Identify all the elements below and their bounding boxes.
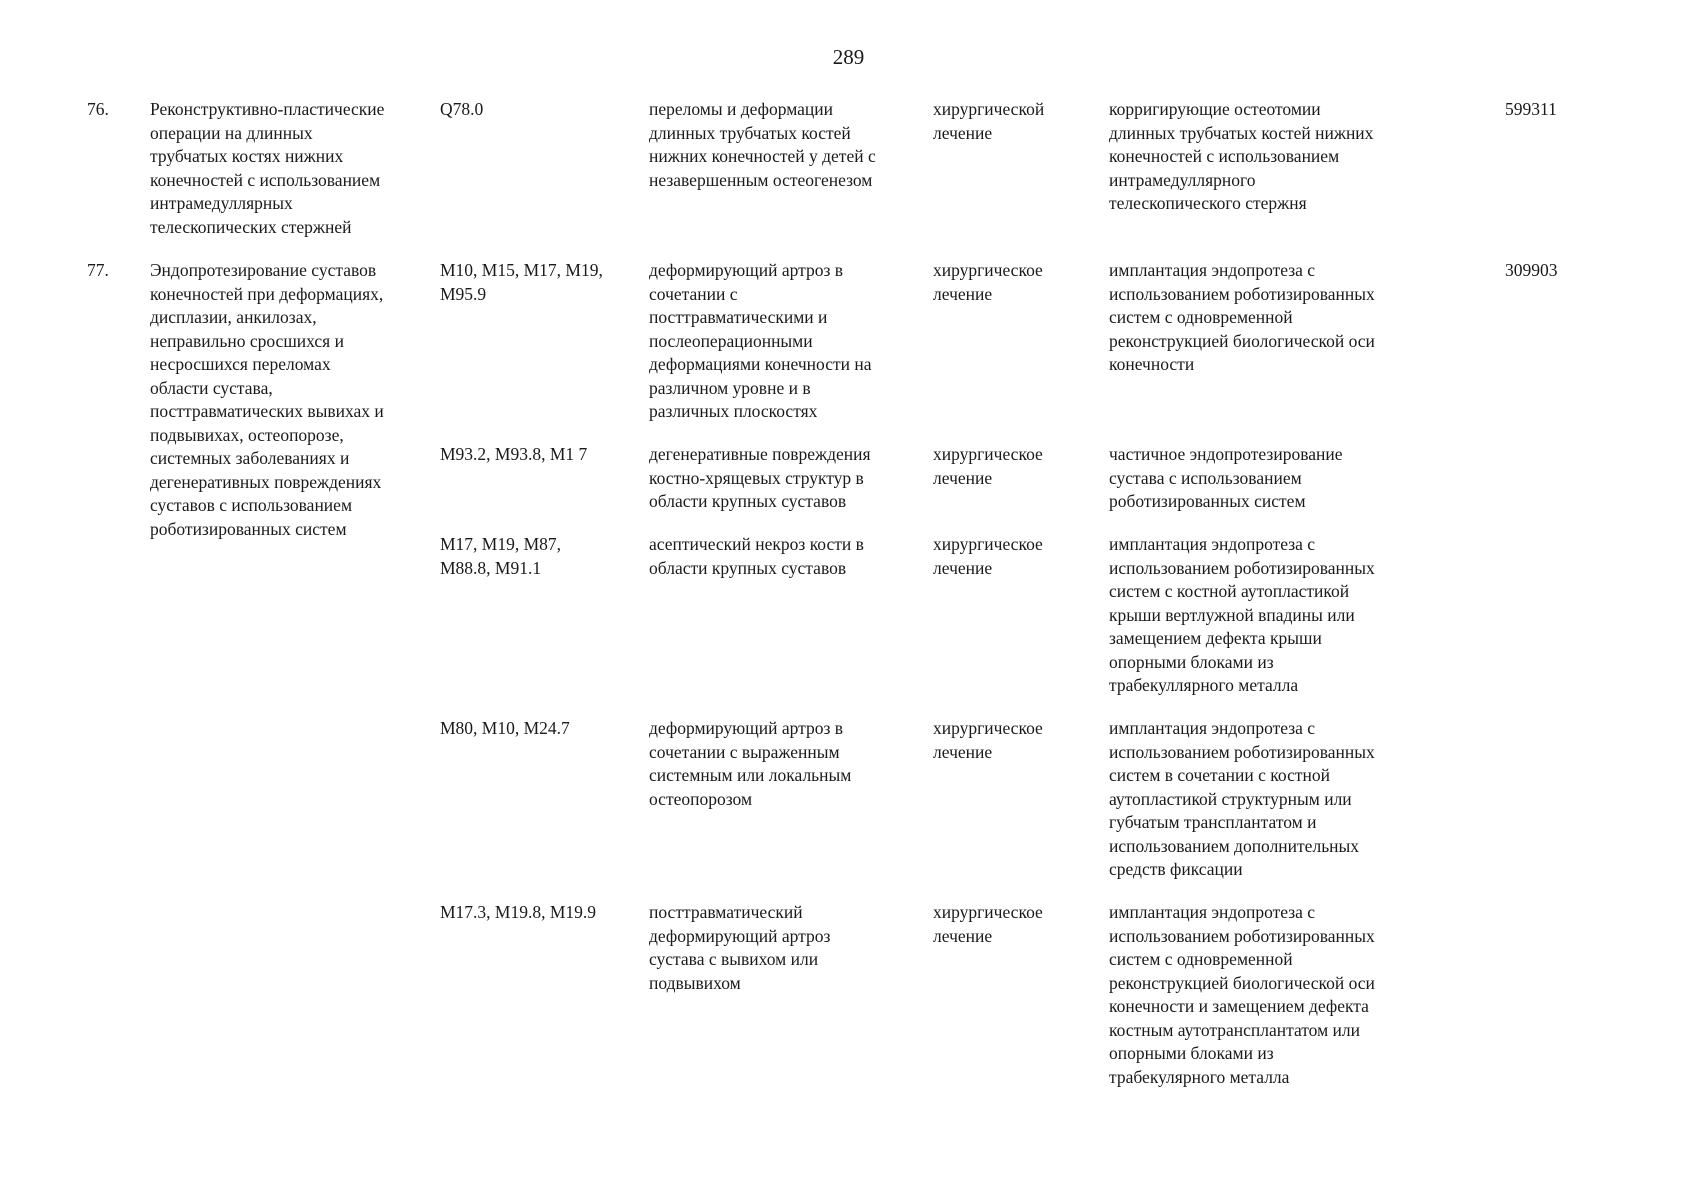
diagnosis-codes: Q78.0: [440, 99, 484, 119]
treatment-method: имплантация эндопротеза с использованием роботизированных систем в сочетании с костной аутопластикой структурным или губчатым трансплантатом и использованием дополнительных средств фиксации: [1109, 718, 1375, 879]
patient-model: деформирующий артроз в сочетании с выраженным системным или локальным остеопорозом: [649, 718, 852, 809]
patient-model: посттравматический деформирующий артроз сустава с вывихом или подвывихом: [649, 902, 831, 993]
diagnosis-codes: M10, M15, M17, M19, M95.9: [440, 260, 603, 304]
treatment-type: хирургическое лечение: [933, 534, 1043, 578]
row-number: 76.: [87, 99, 109, 119]
patient-model: дегенеративные повреждения костно-хрящевых структур в области крупных суставов: [649, 444, 871, 511]
treatment-method: частичное эндопротезирование сустава с использованием роботизированных систем: [1109, 444, 1343, 511]
treatment-method: имплантация эндопротеза с использованием роботизированных систем с одновременной реконструкцией биологической оси конечности и замещением дефекта костным аутотрансплантатом или опорными блоками из трабекулярного металла: [1109, 902, 1375, 1087]
treatment-type: хирургическое лечение: [933, 718, 1043, 762]
procedure-name: Эндопротезирование суставов конечностей при деформациях, дисплазии, анкилозах, неправильно сросшихся и несросшихся переломах области сустава, посттравматических вывихах и подвывихах, остеопорозе, системных заболеваниях и дегенеративных повреждениях суставов с использованием роботизированных систем: [150, 260, 384, 539]
cost-value: 599311: [1505, 99, 1557, 119]
treatment-method: имплантация эндопротеза с использованием роботизированных систем с одновременной реконструкцией биологической оси конечности: [1109, 260, 1375, 374]
patient-model: деформирующий артроз в сочетании с посттравматическими и послеоперационными деформациями конечности на различном уровне и в различных плоскостях: [649, 260, 872, 421]
treatment-method: корригирующие остеотомии длинных трубчатых костей нижних конечностей с использованием интрамедуллярного телескопического стержня: [1109, 99, 1374, 213]
treatment-method: имплантация эндопротеза с использованием роботизированных систем с костной аутопластикой крыши вертлужной впадины или замещением дефекта крыши опорными блоками из трабекуллярного металла: [1109, 534, 1375, 695]
cost-value: 309903: [1505, 260, 1558, 280]
procedure-name: Реконструктивно-пластические операции на длинных трубчатых костях нижних конечностей с использованием интрамедуллярных телескопических стержней: [150, 99, 385, 237]
diagnosis-codes: M17.3, M19.8, M19.9: [440, 902, 597, 922]
diagnosis-codes: M80, M10, M24.7: [440, 718, 570, 738]
diagnosis-codes: M17, M19, M87, M88.8, M91.1: [440, 534, 562, 578]
diagnosis-codes: M93.2, M93.8, M1 7: [440, 444, 588, 464]
treatment-type: хирургическое лечение: [933, 444, 1043, 488]
page-number: 289: [832, 45, 865, 69]
treatment-type: хирургическое лечение: [933, 902, 1043, 946]
treatment-type: хирургической лечение: [933, 99, 1045, 143]
patient-model: переломы и деформации длинных трубчатых костей нижних конечностей у детей с незавершенным остеогенезом: [649, 99, 876, 190]
treatment-type: хирургическое лечение: [933, 260, 1043, 304]
patient-model: асептический некроз кости в области крупных суставов: [649, 534, 864, 578]
row-number: 77.: [87, 260, 109, 280]
